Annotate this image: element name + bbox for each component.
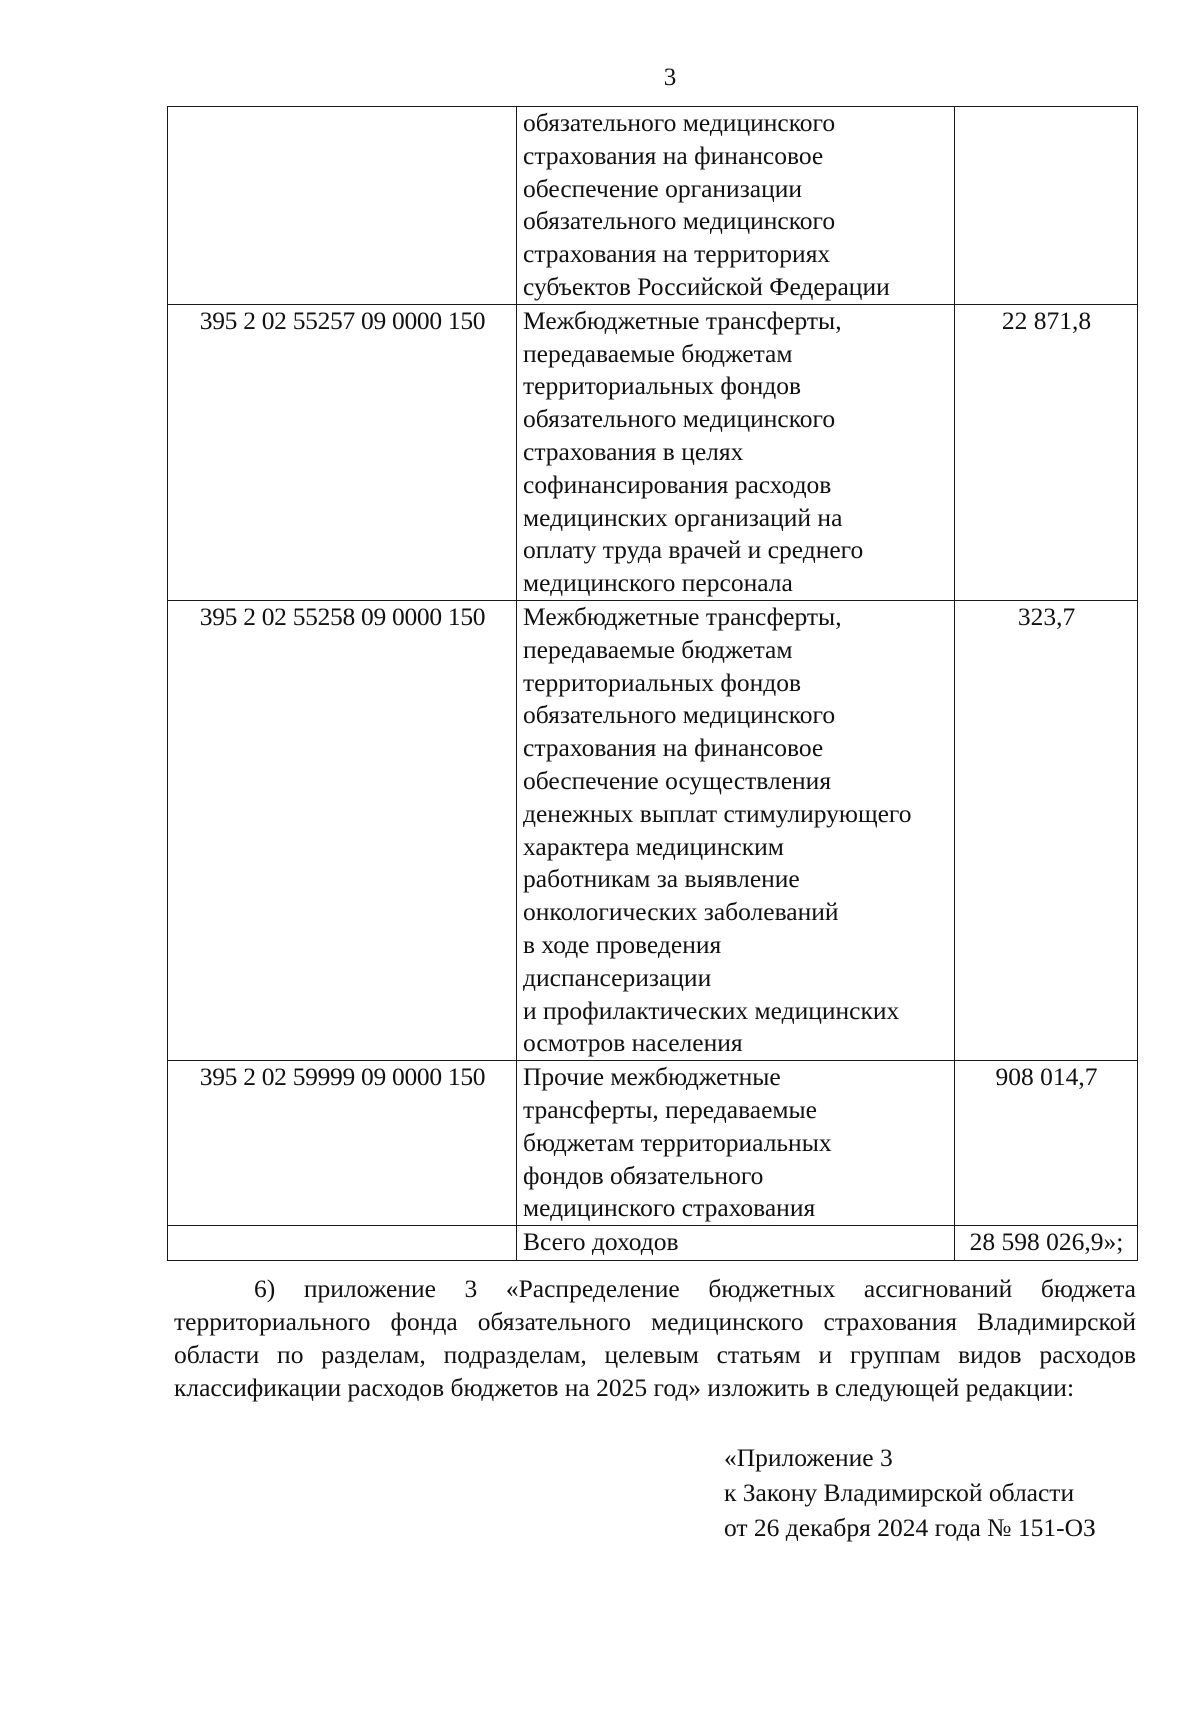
income-name-cell: Межбюджетные трансферты, передаваемые бюджетам территориальных фондов обязательного медицинского страхования на финансовое обеспечение осуществления денежных выплат стимулирующего характера медицинским работникам за выявление онкологических заболеваний в ходе проведения диспансеризации и профилактических медицинских осмотров населения <box>517 600 955 1060</box>
income-name-cell: обязательного медицинского страхования на финансовое обеспечение организации обязательного медицинского страхования на территориях субъектов Российской Федерации <box>517 107 955 305</box>
table-row <box>168 600 1138 1060</box>
income-name-cell: Прочие межбюджетные трансферты, передаваемые бюджетам территориальных фондов обязательного медицинского страхования <box>517 1061 955 1226</box>
budget-code-cell <box>168 107 517 305</box>
total-code-cell <box>168 1226 517 1261</box>
total-row <box>168 1226 1138 1261</box>
income-table <box>167 106 1138 1261</box>
total-label: Всего доходов <box>517 1226 955 1261</box>
budget-code-cell: 395 2 02 55258 09 0000 150 <box>168 600 517 1060</box>
table-row <box>168 304 1138 600</box>
page-number: 3 <box>663 64 677 91</box>
amount-cell: 908 014,7 <box>955 1061 1138 1226</box>
budget-code-cell: 395 2 02 59999 09 0000 150 <box>168 1061 517 1226</box>
amount-cell: 323,7 <box>955 600 1138 1060</box>
budget-code-cell: 395 2 02 55257 09 0000 150 <box>168 304 517 600</box>
appendix-law-date: от 26 декабря 2024 года № 151-ОЗ <box>724 1513 1096 1542</box>
appendix-heading <box>724 1440 1096 1545</box>
appendix-title: «Приложение 3 <box>724 1443 893 1472</box>
amount-cell <box>955 107 1138 305</box>
total-amount: 28 598 026,9»; <box>955 1226 1138 1261</box>
amount-cell: 22 871,8 <box>955 304 1138 600</box>
table-row <box>168 107 1138 305</box>
table-row <box>168 1061 1138 1226</box>
amendment-paragraph: 6) приложение 3 «Распределение бюджетных ассигнований бюджета территориального фонда обязательного медицинского страхования Владимирской области по разделам, подразделам, целевым статьям и группам видов расходов классификации расходов бюджетов на 2025 год» изложить в следующей редакции: <box>174 1274 1136 1402</box>
appendix-law-reference: к Закону Владимирской области <box>724 1478 1075 1507</box>
income-name-cell: Межбюджетные трансферты, передаваемые бюджетам территориальных фондов обязательного медицинского страхования в целях софинансирования расходов медицинских организаций на оплату труда врачей и среднего медицинского персонала <box>517 304 955 600</box>
